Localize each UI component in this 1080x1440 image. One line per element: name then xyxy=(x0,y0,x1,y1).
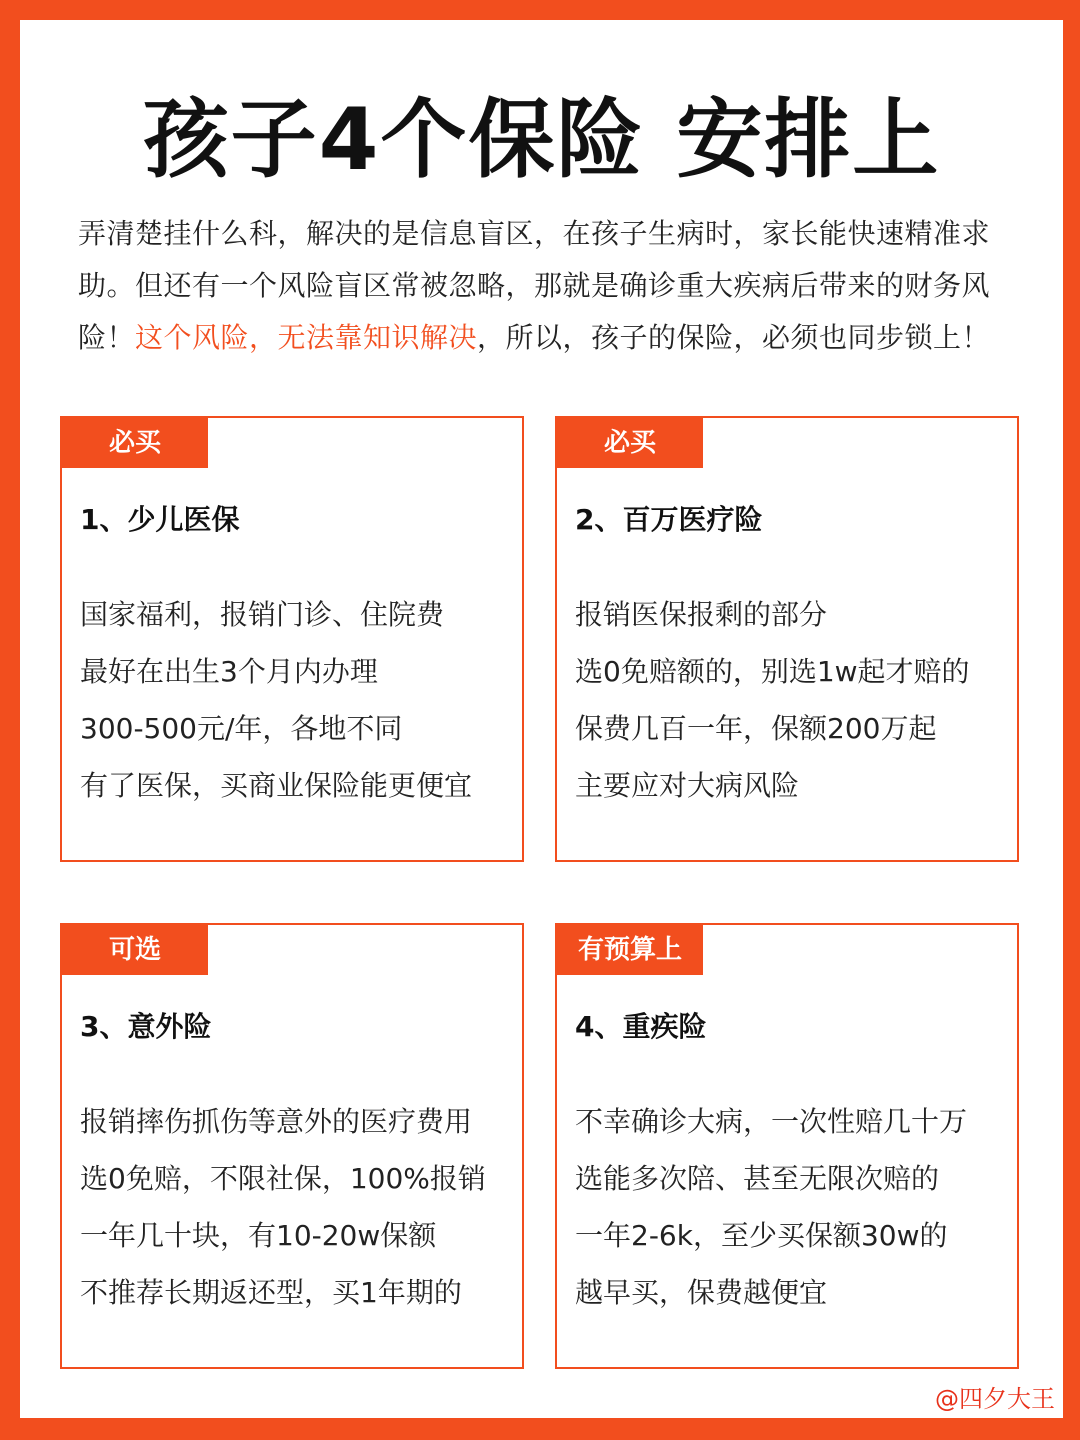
poster-card xyxy=(20,20,1063,1418)
card-title: 2、百万医疗险 xyxy=(575,503,763,536)
card-tag: 有预算上 xyxy=(557,925,703,975)
card-line: 最好在出生3个月内办理 xyxy=(80,655,378,688)
card-line: 有了医保，买商业保险能更便宜 xyxy=(80,769,473,802)
card-title: 3、意外险 xyxy=(80,1010,212,1043)
card-tag: 必买 xyxy=(62,418,208,468)
card-line: 主要应对大病风险 xyxy=(575,769,800,802)
card-line: 报销摔伤抓伤等意外的医疗费用 xyxy=(80,1105,473,1138)
page-title: 孩子4个保险 安排上 xyxy=(142,90,941,190)
insurance-card-2 xyxy=(555,416,1019,862)
card-line: 越早买，保费越便宜 xyxy=(575,1276,828,1309)
insurance-card-3 xyxy=(60,923,524,1369)
card-title: 4、重疾险 xyxy=(575,1010,707,1043)
card-line: 不推荐长期返还型，买1年期的 xyxy=(80,1276,462,1309)
card-tag: 可选 xyxy=(62,925,208,975)
card-line: 一年2-6k，至少买保额30w的 xyxy=(575,1219,948,1252)
intro-text-after: ，所以，孩子的保险，必须也同步锁上！ xyxy=(477,321,991,354)
author-watermark: @四夕大王 xyxy=(935,1385,1055,1413)
card-line: 国家福利，报销门诊、住院费 xyxy=(80,598,445,631)
card-line: 一年几十块，有10-20w保额 xyxy=(80,1219,437,1252)
card-line: 选0免赔，不限社保，100%报销 xyxy=(80,1162,486,1195)
card-line: 300-500元/年，各地不同 xyxy=(80,712,403,745)
card-line: 保费几百一年，保额200万起 xyxy=(575,712,937,745)
intro-paragraph xyxy=(78,208,1018,364)
card-line: 选0免赔额的，别选1w起才赔的 xyxy=(575,655,970,688)
intro-text-before: 弄清楚挂什么科，解决的是信息盲区，在孩子生病时，家长能快速精准求助。但还有一个风险盲区常被忽略，那就是确诊重大疾病后带来的财务风险！ xyxy=(78,217,991,354)
card-line: 不幸确诊大病，一次性赔几十万 xyxy=(575,1105,968,1138)
insurance-card-1 xyxy=(60,416,524,862)
intro-highlight: 这个风险，无法靠知识解决 xyxy=(135,321,478,354)
card-title: 1、少儿医保 xyxy=(80,503,240,536)
card-lines xyxy=(575,1093,1007,1321)
card-tag: 必买 xyxy=(557,418,703,468)
insurance-card-4 xyxy=(555,923,1019,1369)
card-lines xyxy=(80,1093,512,1321)
card-lines xyxy=(575,586,1007,814)
card-line: 选能多次陪、甚至无限次赔的 xyxy=(575,1162,940,1195)
card-lines xyxy=(80,586,512,814)
card-line: 报销医保报剩的部分 xyxy=(575,598,828,631)
